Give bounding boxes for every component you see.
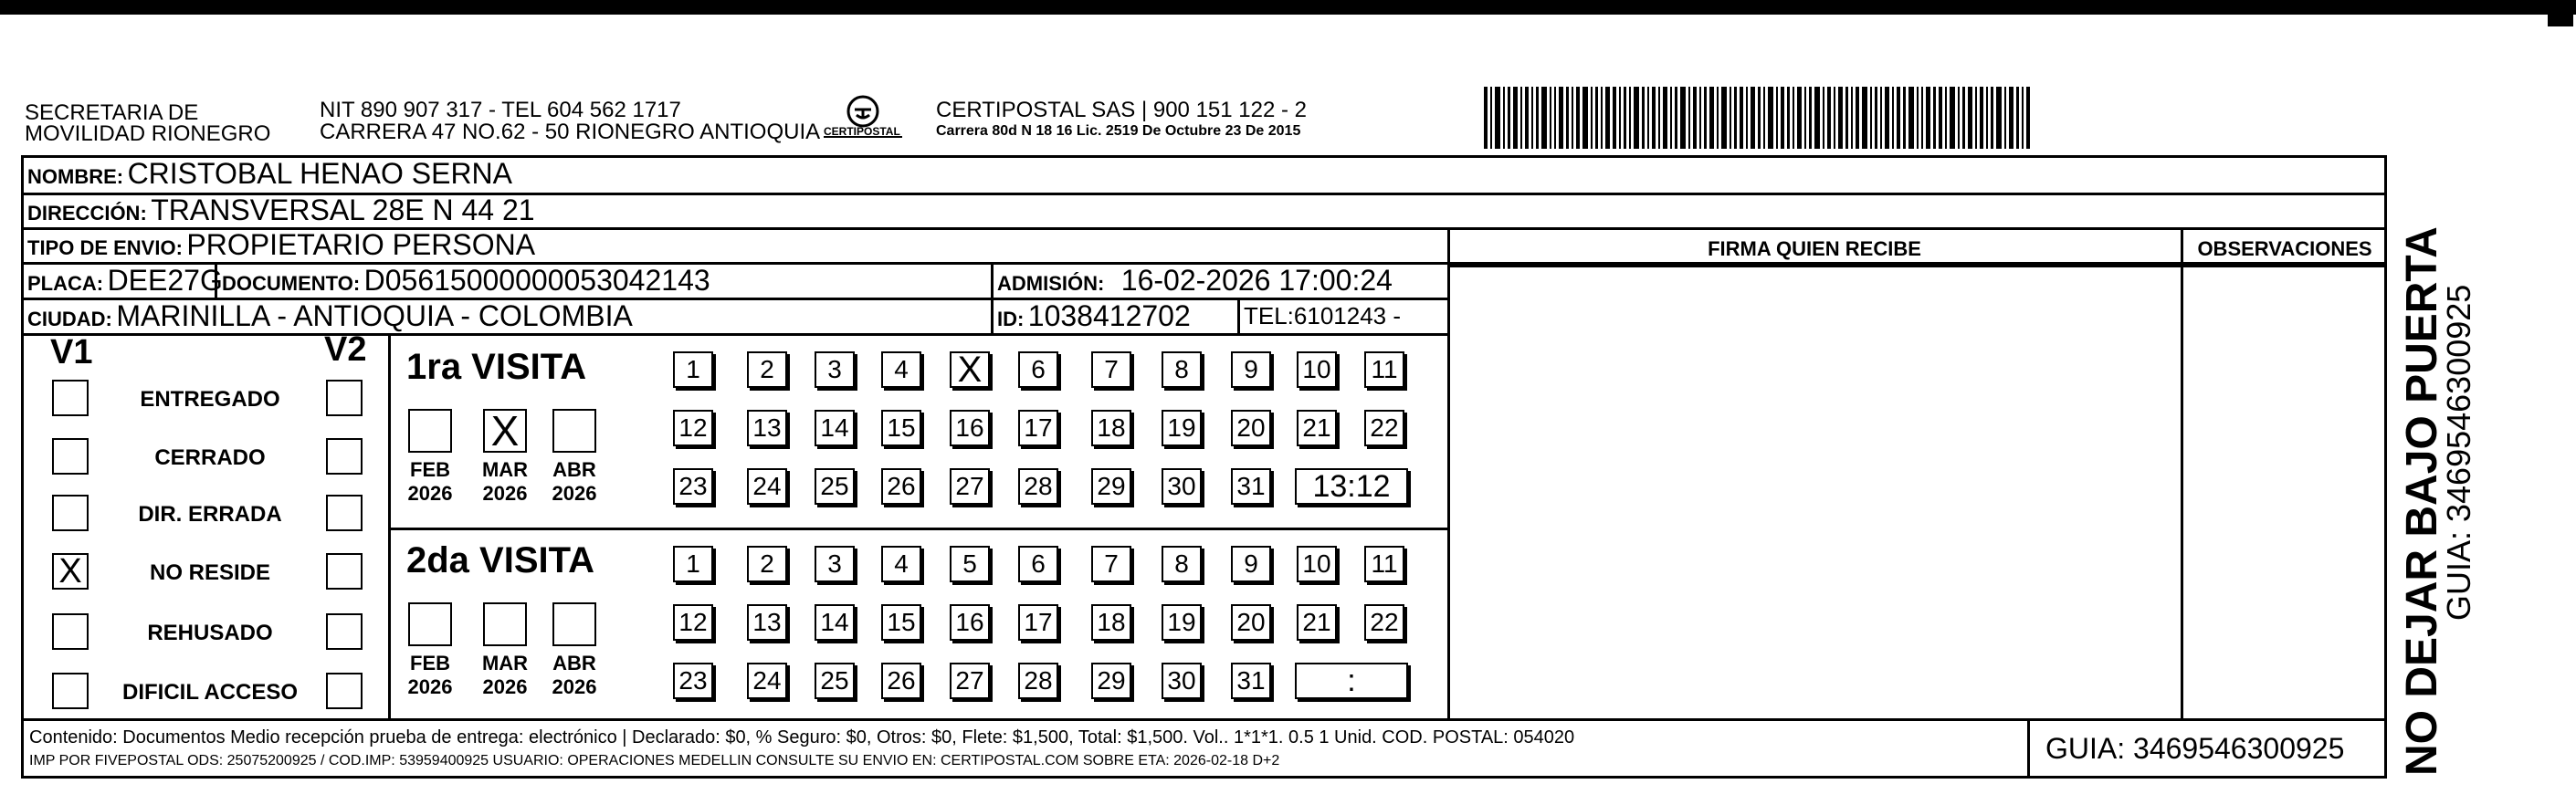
day-box[interactable]: 21 <box>1297 604 1337 641</box>
status-label: NO RESIDE <box>149 560 271 585</box>
side-title: NO DEJAR BAJO PUERTA <box>2398 226 2446 776</box>
barcode-bar <box>1624 87 1626 149</box>
day-box[interactable]: 26 <box>881 468 921 505</box>
barcode-bar <box>1903 87 1906 149</box>
barcode-bar <box>1490 87 1492 149</box>
barcode-bar <box>1823 87 1824 149</box>
barcode-bar <box>2016 87 2019 149</box>
day-box[interactable]: 26 <box>881 663 921 699</box>
barcode-bar <box>1652 87 1656 149</box>
barcode-bar <box>1950 87 1955 149</box>
barcode-bar <box>1693 87 1697 149</box>
day-box[interactable]: 16 <box>950 410 990 446</box>
placa-field: PLACA: DEE27G <box>27 264 223 297</box>
day-box[interactable]: 24 <box>747 663 787 699</box>
barcode-bar <box>1809 87 1812 149</box>
barcode-bar <box>1531 87 1533 149</box>
documento-field: DOCUMENTO: D05615000000053042143 <box>222 264 710 297</box>
day-box[interactable]: 30 <box>1162 468 1202 505</box>
barcode-bar <box>2026 87 2030 149</box>
barcode-bar <box>1576 87 1580 149</box>
barcode-bar <box>1634 87 1639 149</box>
contenido-text: Contenido: Documentos Medio recepción prueba de entrega: electrónico | Declarado: $0, % Seguro: $0, Otros: $0, Flete: $1,500, Total: $1,500. Vol.. 1*1*1. 0.5 1 Unid. COD. POSTAL: 054020 <box>29 727 1575 748</box>
barcode-bar <box>1688 87 1690 149</box>
id-field: ID: 1038412702 <box>997 299 1191 332</box>
day-box[interactable]: 19 <box>1162 410 1202 446</box>
day-box[interactable]: 17 <box>1018 604 1058 641</box>
barcode-bar <box>1996 87 2002 149</box>
barcode-bar <box>1613 87 1616 149</box>
day-box[interactable]: 27 <box>950 468 990 505</box>
v2-checkbox[interactable] <box>326 613 363 650</box>
barcode-bar <box>1734 87 1737 149</box>
month-year: 2026 <box>482 675 528 698</box>
barcode-bar <box>1933 87 1936 149</box>
nombre-value: CRISTOBAL HENAO SERNA <box>127 157 512 190</box>
barcode-bar <box>1717 87 1719 149</box>
day-box[interactable]: 3 <box>815 351 855 388</box>
barcode-bar <box>1763 87 1765 149</box>
barcode-bar <box>1508 87 1510 149</box>
day-box[interactable]: 9 <box>1231 546 1271 582</box>
day-box[interactable]: 1 <box>673 546 713 582</box>
day-box[interactable]: 10 <box>1297 546 1337 582</box>
barcode-bar <box>1513 87 1518 149</box>
barcode-bar <box>1975 87 1977 149</box>
barcode-bar <box>2009 87 2013 149</box>
month-label: MAR <box>481 652 529 674</box>
day-box[interactable]: 25 <box>815 468 855 505</box>
barcode-bar <box>1629 87 1631 149</box>
barcode-bar <box>1520 87 1522 149</box>
barcode-bar <box>1680 87 1686 149</box>
v1-checkbox[interactable] <box>52 438 89 475</box>
barcode-bar <box>1758 87 1761 149</box>
v1-checkbox[interactable]: X <box>52 553 89 590</box>
day-box[interactable]: 16 <box>950 604 990 641</box>
barcode-bar <box>1484 87 1488 149</box>
day-box[interactable]: 3 <box>815 546 855 582</box>
month-label: FEB <box>410 652 450 674</box>
barcode-bar <box>1495 87 1500 149</box>
month-year: 2026 <box>552 482 597 505</box>
barcode-bar <box>1582 87 1588 149</box>
top-border <box>0 0 2576 15</box>
barcode-bar <box>1721 87 1727 149</box>
day-box[interactable]: 9 <box>1231 351 1271 388</box>
time-box[interactable]: : <box>1295 663 1408 699</box>
observaciones-header: OBSERVACIONES <box>2197 237 2372 260</box>
day-box[interactable]: 15 <box>881 604 921 641</box>
status-label: CERRADO <box>154 445 266 470</box>
day-box[interactable]: 24 <box>747 468 787 505</box>
firma-area[interactable] <box>1452 268 2178 716</box>
day-box[interactable]: 25 <box>815 663 855 699</box>
day-box[interactable]: 11 <box>1364 351 1404 388</box>
barcode-bar <box>1908 87 1914 149</box>
month-label: MAR <box>481 458 529 481</box>
day-box[interactable]: 29 <box>1091 468 1131 505</box>
barcode-bar <box>1658 87 1660 149</box>
barcode-bar <box>1845 87 1848 149</box>
day-box[interactable]: 20 <box>1231 410 1271 446</box>
v2-header: V2 <box>324 330 367 369</box>
status-label: DIR. ERRADA <box>138 502 282 527</box>
day-box[interactable]: 27 <box>950 663 990 699</box>
barcode-bar <box>1897 87 1900 149</box>
month-checkbox[interactable] <box>552 602 596 646</box>
barcode-bar <box>1939 87 1942 149</box>
barcode-bar <box>1647 87 1649 149</box>
v2-checkbox[interactable] <box>326 553 363 590</box>
firma-header: FIRMA QUIEN RECIBE <box>1708 237 1921 260</box>
admision-value: 16-02-2026 17:00:24 <box>1120 264 1393 297</box>
day-box[interactable]: 10 <box>1297 351 1337 388</box>
barcode-bar <box>1663 87 1667 149</box>
day-box[interactable]: 4 <box>881 351 921 388</box>
barcode-bar <box>1536 87 1539 149</box>
direccion-value: TRANSVERSAL 28E N 44 21 <box>151 193 535 226</box>
barcode-bar <box>1730 87 1731 149</box>
visit2-title: 2da VISITA <box>406 540 594 580</box>
barcode-bar <box>1525 87 1529 149</box>
admision-field: ADMISIÓN: 16-02-2026 17:00:24 <box>997 264 1393 297</box>
day-box[interactable]: 8 <box>1162 546 1202 582</box>
day-box[interactable]: 13 <box>747 604 787 641</box>
corner-mark <box>2548 14 2573 26</box>
tel-field: TEL:6101243 - <box>1244 302 1402 329</box>
observaciones-area[interactable] <box>2185 268 2384 716</box>
day-box[interactable]: 18 <box>1091 604 1131 641</box>
day-box[interactable]: 29 <box>1091 663 1131 699</box>
day-box[interactable]: 17 <box>1018 410 1058 446</box>
nombre-row: NOMBRE: CRISTOBAL HENAO SERNA <box>27 157 512 190</box>
barcode-bar <box>1709 87 1714 149</box>
day-box[interactable]: X <box>950 351 990 388</box>
month-checkbox[interactable] <box>408 602 452 646</box>
barcode-bar <box>1814 87 1820 149</box>
barcode-bar <box>1781 87 1784 149</box>
month-label: FEB <box>410 458 450 481</box>
sender-name-line1: SECRETARIA DE <box>25 100 199 125</box>
barcode-bar <box>2004 87 2006 149</box>
barcode-bar <box>1945 87 1947 149</box>
barcode-bar <box>1746 87 1748 149</box>
v1-header: V1 <box>50 333 93 371</box>
barcode-bar <box>1605 87 1610 149</box>
barcode-bar <box>1554 87 1556 149</box>
day-box[interactable]: 2 <box>747 351 787 388</box>
day-box[interactable]: 21 <box>1297 410 1337 446</box>
documento-value: D05615000000053042143 <box>363 264 710 297</box>
day-box[interactable]: 6 <box>1018 351 1058 388</box>
tipo-envio-value: PROPIETARIO PERSONA <box>186 228 536 261</box>
barcode-bar <box>1921 87 1923 149</box>
ciudad-field: CIUDAD: MARINILLA - ANTIOQUIA - COLOMBIA <box>27 299 633 332</box>
barcode-bar <box>1704 87 1707 149</box>
barcode-bar <box>1559 87 1563 149</box>
day-box[interactable]: 12 <box>673 604 713 641</box>
ciudad-value: MARINILLA - ANTIOQUIA - COLOMBIA <box>116 299 633 332</box>
barcode-bar <box>1619 87 1621 149</box>
barcode-bar <box>1862 87 1867 149</box>
imp-text: IMP POR FIVEPOSTAL ODS: 25075200925 / COD.IMP: 53959400925 USUARIO: OPERACIONES MEDELLIN CONSULTE SU ENVIO EN: CERTIPOSTAL.COM SOBRE ETA: 2026-02-18 D+2 <box>29 753 1280 768</box>
barcode-bar <box>1776 87 1778 149</box>
barcode-bar <box>1885 87 1889 149</box>
day-box[interactable]: 23 <box>673 468 713 505</box>
barcode-bar <box>1875 87 1877 149</box>
tipo-envio-row: TIPO DE ENVIO: PROPIETARIO PERSONA <box>27 228 536 261</box>
barcode-bar <box>1917 87 1919 149</box>
barcode-bar <box>1980 87 1983 149</box>
month-label: ABR <box>552 652 596 674</box>
company-line: CERTIPOSTAL SAS | 900 151 122 - 2 <box>936 98 1307 122</box>
sender-name-line2: MOVILIDAD RIONEGRO <box>25 121 271 146</box>
barcode-bar <box>1768 87 1773 149</box>
barcode-bar <box>1675 87 1677 149</box>
day-box[interactable]: 22 <box>1364 604 1404 641</box>
barcode-bar <box>1926 87 1930 149</box>
time-box[interactable]: 13:12 <box>1295 468 1408 505</box>
month-checkbox[interactable] <box>552 409 596 453</box>
nit-line: NIT 890 907 317 - TEL 604 562 1717 <box>320 98 681 122</box>
month-checkbox[interactable] <box>408 409 452 453</box>
barcode-bar <box>1572 87 1573 149</box>
day-box[interactable]: 31 <box>1231 468 1271 505</box>
barcode <box>1484 87 2205 149</box>
barcode-bar <box>1870 87 1872 149</box>
day-box[interactable]: 1 <box>673 351 713 388</box>
barcode-bar <box>1751 87 1755 149</box>
day-box[interactable]: 5 <box>950 546 990 582</box>
v2-checkbox[interactable] <box>326 380 363 416</box>
visit1-title: 1ra VISITA <box>406 347 587 387</box>
day-box[interactable]: 14 <box>815 604 855 641</box>
barcode-bar <box>1642 87 1645 149</box>
barcode-bar <box>1793 87 1794 149</box>
day-box[interactable]: 8 <box>1162 351 1202 388</box>
license-line: Carrera 80d N 18 16 Lic. 2519 De Octubre 23 De 2015 <box>936 123 1301 139</box>
barcode-bar <box>1804 87 1806 149</box>
month-label: ABR <box>552 458 596 481</box>
day-box[interactable]: 7 <box>1091 546 1131 582</box>
barcode-bar <box>1670 87 1672 149</box>
barcode-bar <box>1591 87 1593 149</box>
status-label: ENTREGADO <box>140 387 280 412</box>
barcode-bar <box>1892 87 1894 149</box>
day-box[interactable]: 30 <box>1162 663 1202 699</box>
month-year: 2026 <box>407 482 453 505</box>
placa-value: DEE27G <box>107 264 223 297</box>
day-box[interactable]: 18 <box>1091 410 1131 446</box>
barcode-bar <box>1962 87 1965 149</box>
v1-checkbox[interactable] <box>52 380 89 416</box>
v2-checkbox[interactable] <box>326 438 363 475</box>
v2-checkbox[interactable] <box>326 495 363 531</box>
day-box[interactable]: 28 <box>1018 663 1058 699</box>
day-box[interactable]: 4 <box>881 546 921 582</box>
month-checkbox[interactable]: X <box>483 409 527 453</box>
v1-checkbox[interactable] <box>52 613 89 650</box>
barcode-bar <box>1880 87 1882 149</box>
day-box[interactable]: 31 <box>1231 663 1271 699</box>
status-label: DIFICIL ACCESO <box>121 680 298 705</box>
day-box[interactable]: 15 <box>881 410 921 446</box>
barcode-bar <box>1986 87 1988 149</box>
barcode-bar <box>1595 87 1598 149</box>
day-box[interactable]: 14 <box>815 410 855 446</box>
id-value: 1038412702 <box>1027 299 1191 332</box>
day-box[interactable]: 7 <box>1091 351 1131 388</box>
month-checkbox[interactable] <box>483 602 527 646</box>
day-box[interactable]: 2 <box>747 546 787 582</box>
barcode-bar <box>1541 87 1547 149</box>
barcode-bar <box>1958 87 1960 149</box>
status-label: REHUSADO <box>147 621 273 645</box>
barcode-bar <box>1787 87 1790 149</box>
day-box[interactable]: 13 <box>747 410 787 446</box>
day-box[interactable]: 6 <box>1018 546 1058 582</box>
barcode-bar <box>1503 87 1505 149</box>
direccion-row: DIRECCIÓN: TRANSVERSAL 28E N 44 21 <box>27 193 535 226</box>
address-line: CARRERA 47 NO.62 - 50 RIONEGRO ANTIOQUIA <box>320 120 821 144</box>
barcode-bar <box>1834 87 1835 149</box>
day-box[interactable]: 28 <box>1018 468 1058 505</box>
barcode-bar <box>1740 87 1743 149</box>
barcode-bar <box>1699 87 1701 149</box>
day-box[interactable]: 20 <box>1231 604 1271 641</box>
barcode-bar <box>1566 87 1569 149</box>
barcode-bar <box>1991 87 1993 149</box>
v2-checkbox[interactable] <box>326 673 363 709</box>
barcode-bar <box>1838 87 1843 149</box>
side-guia: GUIA: 3469546300925 <box>2440 284 2477 621</box>
v1-checkbox[interactable] <box>52 673 89 709</box>
barcode-bar <box>1851 87 1853 149</box>
barcode-bar <box>1827 87 1831 149</box>
day-box[interactable]: 12 <box>673 410 713 446</box>
v1-checkbox[interactable] <box>52 495 89 531</box>
day-box[interactable]: 22 <box>1364 410 1404 446</box>
barcode-bar <box>1856 87 1859 149</box>
barcode-bar <box>1601 87 1603 149</box>
barcode-bar <box>2022 87 2024 149</box>
footer-guia: GUIA: 3469546300925 <box>2045 732 2345 765</box>
month-year: 2026 <box>482 482 528 505</box>
barcode-bar <box>1797 87 1802 149</box>
month-year: 2026 <box>552 675 597 698</box>
day-box[interactable]: 11 <box>1364 546 1404 582</box>
barcode-bar <box>1550 87 1551 149</box>
month-year: 2026 <box>407 675 453 698</box>
day-box[interactable]: 19 <box>1162 604 1202 641</box>
barcode-bar <box>1968 87 1972 149</box>
certipostal-logo: CERTIPOSTAL <box>822 93 904 141</box>
day-box[interactable]: 23 <box>673 663 713 699</box>
